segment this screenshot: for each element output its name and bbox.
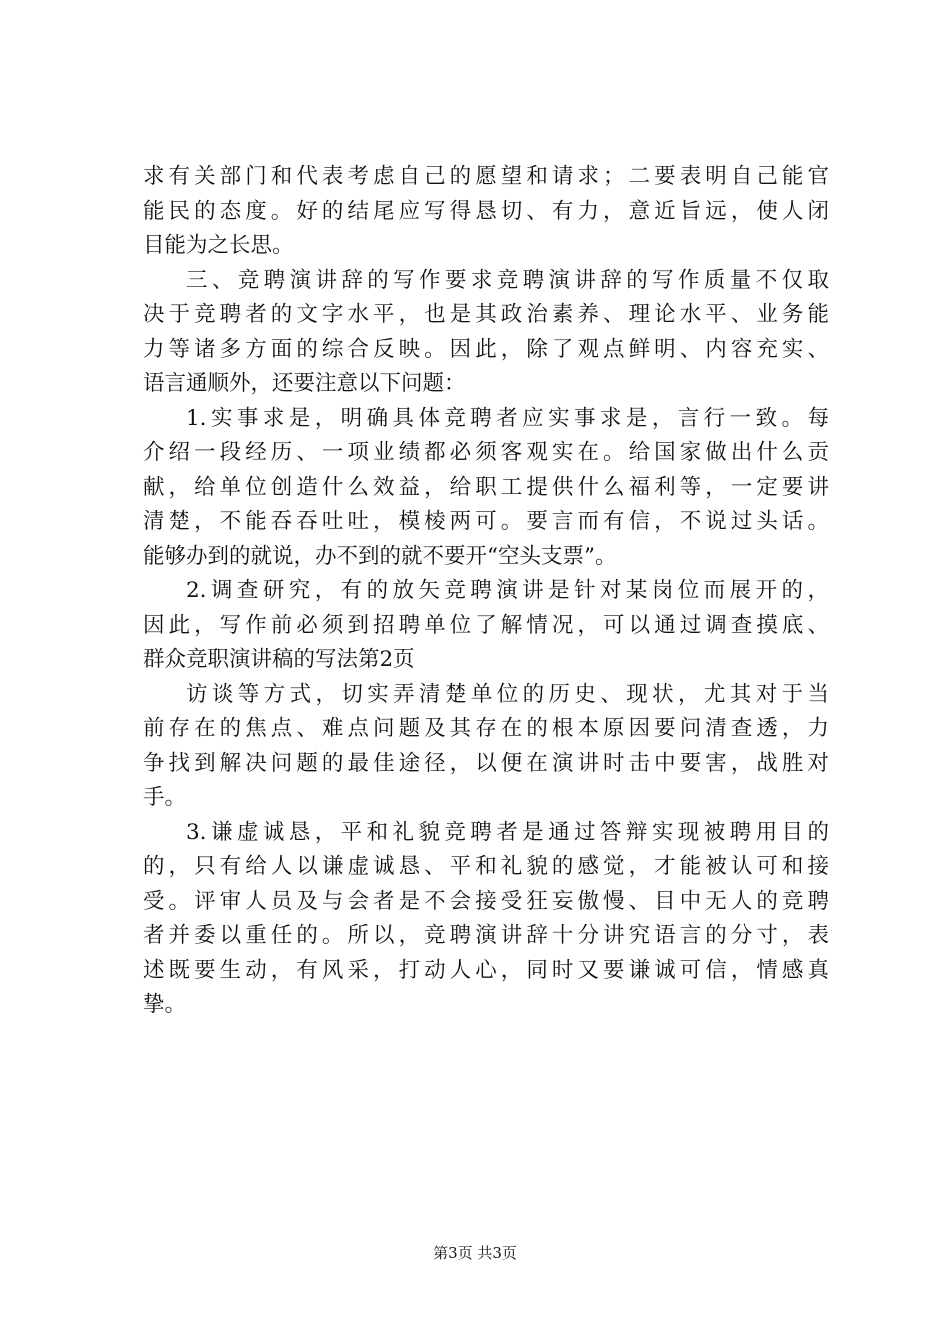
- text-line: 挚。: [143, 992, 187, 1017]
- document-body: [143, 160, 829, 1023]
- text-line: 争找到解决问题的最佳途径，以便在演讲时击中要害，战胜对: [143, 750, 829, 776]
- text-line: 手。: [143, 785, 187, 810]
- text-line: 能够办到的就说，办不到的就不要开“空头支票”。: [143, 543, 617, 569]
- text-line: 决于竞聘者的文字水平，也是其政治素养、理论水平、业务能: [143, 302, 829, 327]
- text-line: 访谈等方式，切实弄清楚单位的历史、现状，尤其对于当: [186, 681, 829, 707]
- text-line: 受。评审人员及与会者是不会接受狂妄傲慢、目中无人的竞聘: [143, 888, 829, 914]
- text-line: 的，只有给人以谦虚诚恳、平和礼貌的感觉，才能被认可和接: [143, 854, 829, 879]
- text-line: 献，给单位创造什么效益，给职工提供什么福利等，一定要讲: [143, 474, 829, 500]
- text-line: 能民的态度。好的结尾应写得恳切、有力，意近旨远，使人闭: [143, 198, 829, 224]
- text-line: 力等诸多方面的综合反映。因此，除了观点鲜明、内容充实、: [143, 336, 829, 362]
- page-footer: 第3页 共3页: [433, 1244, 517, 1262]
- text-line: 述既要生动，有风采，打动人心，同时又要谦诚可信，情感真: [143, 957, 829, 983]
- text-line: 2.调查研究，有的放矢竞聘演讲是针对某岗位而展开的，: [186, 578, 829, 603]
- text-line: 介绍一段经历、一项业绩都必须客观实在。给国家做出什么贡: [143, 440, 829, 465]
- text-line: 清楚，不能吞吞吐吐，模棱两可。要言而有信，不说过头话。: [143, 509, 829, 534]
- text-line: 者并委以重任的。所以，竞聘演讲辞十分讲究语言的分寸，表: [143, 923, 829, 948]
- text-line: 群众竞职演讲稿的写法第2页: [143, 647, 415, 672]
- text-line: 3.谦虚诚恳，平和礼貌竞聘者是通过答辩实现被聘用目的: [186, 819, 829, 845]
- text-line: 1.实事求是，明确具体竞聘者应实事求是，言行一致。每: [186, 405, 829, 431]
- text-line: 目能为之长思。: [143, 233, 294, 258]
- text-line: 三、竞聘演讲辞的写作要求竞聘演讲辞的写作质量不仅取: [186, 267, 829, 293]
- text-line: 语言通顺外，还要注意以下问题：: [143, 371, 466, 396]
- text-line: 前存在的焦点、难点问题及其存在的根本原因要问清查透，力: [143, 716, 829, 741]
- text-line: 求有关部门和代表考虑自己的愿望和请求；二要表明自己能官: [143, 164, 829, 189]
- text-line: 因此，写作前必须到招聘单位了解情况，可以通过调查摸底、: [143, 612, 829, 638]
